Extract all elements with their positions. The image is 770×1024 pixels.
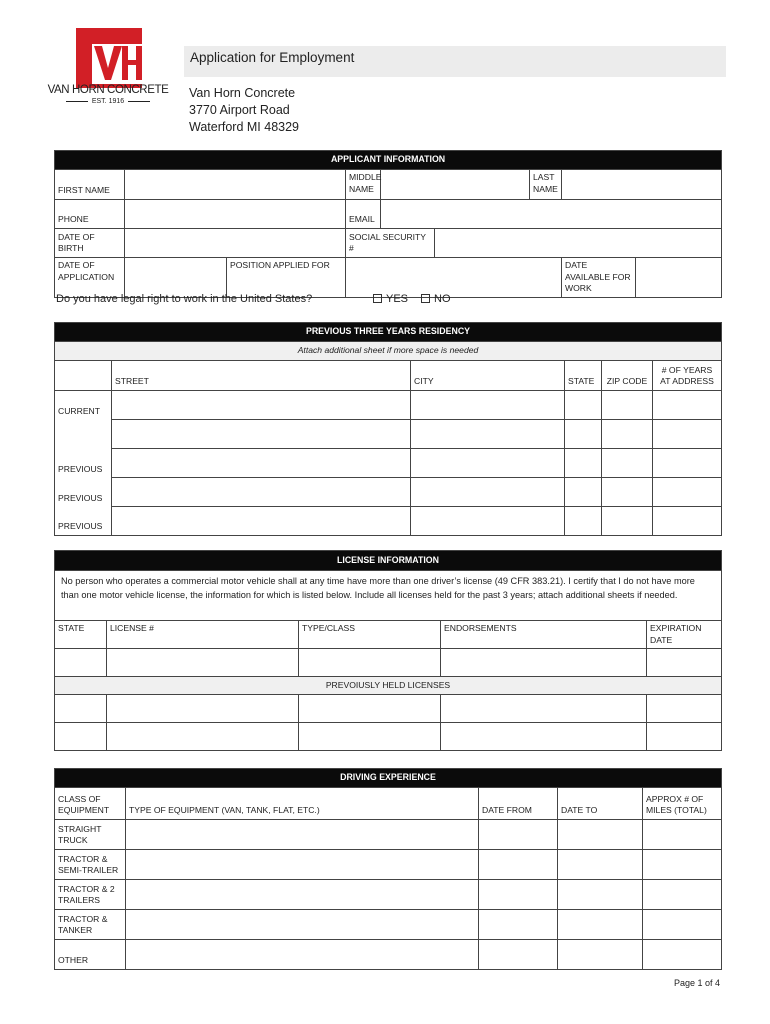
license-number-field[interactable] [107,649,299,677]
page-number: Page 1 of 4 [673,978,720,988]
equipment-row-label: STRAIGHT TRUCK [55,820,126,850]
ssn-label: SOCIAL SECURITY # [346,229,435,258]
dob-label: DATE OF BIRTH [55,229,125,258]
residency-state-field[interactable] [565,507,602,536]
equipment-type-field[interactable] [126,910,479,940]
application-date-label: DATE OF APPLICATION [55,258,125,298]
residency-years-field[interactable] [653,478,722,507]
equipment-row-label: OTHER [55,940,126,970]
license-expiration-field[interactable] [647,695,722,723]
residency-city-field[interactable] [411,391,565,420]
form-title: Application for Employment [184,46,726,77]
residency-years-field[interactable] [653,391,722,420]
date-from-field[interactable] [479,940,558,970]
residency-row-label: CURRENT [55,391,112,420]
miles-field[interactable] [643,820,722,850]
residency-years-field[interactable] [653,449,722,478]
license-class-field[interactable] [299,695,441,723]
residency-row-label: PREVIOUS [55,478,112,507]
dob-field[interactable] [125,229,346,258]
date-from-field[interactable] [479,910,558,940]
equipment-type-field[interactable] [126,820,479,850]
residency-street-field[interactable] [112,420,411,449]
logo-est: EST. 1916 [42,98,174,105]
residency-table [54,322,722,536]
company-city: Waterford MI 48329 [189,120,300,134]
driving-table [54,768,722,970]
residency-zip-field[interactable] [602,449,653,478]
date-to-field[interactable] [558,910,643,940]
date-available-label: DATE AVAILABLE FOR WORK [562,258,636,298]
previous-licenses-heading: PREVOIUSLY HELD LICENSES [55,677,722,695]
residency-zip-field[interactable] [602,478,653,507]
position-label: POSITION APPLIED FOR [227,258,346,298]
equipment-type-field[interactable] [126,940,479,970]
logo-wordmark: VAN HORN CONCRETE [47,84,169,96]
license-expiration-field[interactable] [647,649,722,677]
residency-city-field[interactable] [411,478,565,507]
license-expiration-header: EXPIRATION DATE [647,621,722,649]
equipment-type-field[interactable] [126,850,479,880]
license-state-header: STATE [55,621,107,649]
phone-field[interactable] [125,200,346,229]
residency-row-label [55,420,112,449]
residency-state-field[interactable] [565,391,602,420]
date-available-field[interactable] [636,258,722,298]
residency-years-field[interactable] [653,507,722,536]
residency-street-field[interactable] [112,391,411,420]
equipment-type-header: TYPE OF EQUIPMENT (VAN, TANK, FLAT, ETC.) [126,788,479,820]
ssn-field[interactable] [435,229,722,258]
license-class-field[interactable] [299,723,441,751]
license-endorsements-field[interactable] [441,649,647,677]
miles-field[interactable] [643,940,722,970]
legal-right-question: Do you have legal right to work in the United States? [56,293,313,305]
date-from-field[interactable] [479,820,558,850]
driving-heading: DRIVING EXPERIENCE [55,769,722,788]
license-certification-note: No person who operates a commercial motor vehicle shall at any time have more than one driver’s license (49 CFR 383.21). I certify that I do not have more than one motor vehicle license, the information for which is listed below. Include all licenses held for the past 3 years; attach additional sheets if needed. [55,571,722,621]
miles-field[interactable] [643,850,722,880]
company-name: Van Horn Concrete [189,86,296,100]
applicant-table [54,150,722,298]
legal-no-option[interactable] [421,293,451,305]
residency-note: Attach additional sheet if more space is needed [55,342,722,361]
email-label: EMAIL [346,200,381,229]
last-name-label: LAST NAME [530,170,562,200]
yes-label: YES [386,293,409,305]
legal-yes-option[interactable] [373,293,408,305]
residency-street-field[interactable] [112,449,411,478]
residency-street-field[interactable] [112,507,411,536]
residency-state-field[interactable] [565,420,602,449]
miles-header: APPROX # OF MILES (TOTAL) [643,788,722,820]
application-date-field[interactable] [125,258,227,298]
date-to-field[interactable] [558,940,643,970]
residency-row-label: PREVIOUS [55,507,112,536]
email-field[interactable] [381,200,722,229]
equipment-row-label: TRACTOR & SEMI-TRAILER [55,850,126,880]
license-state-field[interactable] [55,649,107,677]
city-column-header: CITY [411,361,565,391]
position-field[interactable] [346,258,562,298]
residency-state-field[interactable] [565,478,602,507]
residency-city-field[interactable] [411,420,565,449]
residency-zip-field[interactable] [602,420,653,449]
zip-column-header: ZIP CODE [602,361,653,391]
residency-row-label: PREVIOUS [55,449,112,478]
state-column-header: STATE [565,361,602,391]
date-to-header: DATE TO [558,788,643,820]
years-column-header: # OF YEARS AT ADDRESS [653,361,722,391]
license-number-field[interactable] [107,695,299,723]
miles-field[interactable] [643,880,722,910]
license-endorsements-field[interactable] [441,723,647,751]
equipment-type-field[interactable] [126,880,479,910]
residency-city-field[interactable] [411,507,565,536]
license-expiration-field[interactable] [647,723,722,751]
street-column-header: STREET [112,361,411,391]
license-endorsements-field[interactable] [441,695,647,723]
date-to-field[interactable] [558,820,643,850]
residency-state-field[interactable] [565,449,602,478]
license-heading: LICENSE INFORMATION [55,551,722,571]
phone-label: PHONE [55,200,125,229]
license-endorsements-header: ENDORSEMENTS [441,621,647,649]
license-number-header: LICENSE # [107,621,299,649]
yes-checkbox[interactable] [373,294,382,303]
residency-zip-field[interactable] [602,391,653,420]
license-state-field[interactable] [55,723,107,751]
middle-name-label: MIDDLE NAME [346,170,381,200]
equipment-row-label: TRACTOR & TANKER [55,910,126,940]
date-from-field[interactable] [479,880,558,910]
residency-zip-field[interactable] [602,507,653,536]
company-street: 3770 Airport Road [189,103,290,117]
last-name-field[interactable] [562,170,722,200]
license-number-field[interactable] [107,723,299,751]
residency-street-field[interactable] [112,478,411,507]
date-from-field[interactable] [479,850,558,880]
no-checkbox[interactable] [421,294,430,303]
equipment-class-header: CLASS OF EQUIPMENT [55,788,126,820]
license-class-field[interactable] [299,649,441,677]
residency-city-field[interactable] [411,449,565,478]
applicant-heading: APPLICANT INFORMATION [55,151,722,170]
date-from-header: DATE FROM [479,788,558,820]
date-to-field[interactable] [558,850,643,880]
date-to-field[interactable] [558,880,643,910]
residency-heading: PREVIOUS THREE YEARS RESIDENCY [55,323,722,342]
equipment-row-label: TRACTOR & 2 TRAILERS [55,880,126,910]
first-name-field[interactable] [125,170,346,200]
license-class-header: TYPE/CLASS [299,621,441,649]
middle-name-field[interactable] [381,170,530,200]
license-state-field[interactable] [55,695,107,723]
residency-blank-header [55,361,112,391]
license-table [54,550,722,751]
residency-years-field[interactable] [653,420,722,449]
no-label: NO [434,293,451,305]
first-name-label: FIRST NAME [55,170,125,200]
miles-field[interactable] [643,910,722,940]
